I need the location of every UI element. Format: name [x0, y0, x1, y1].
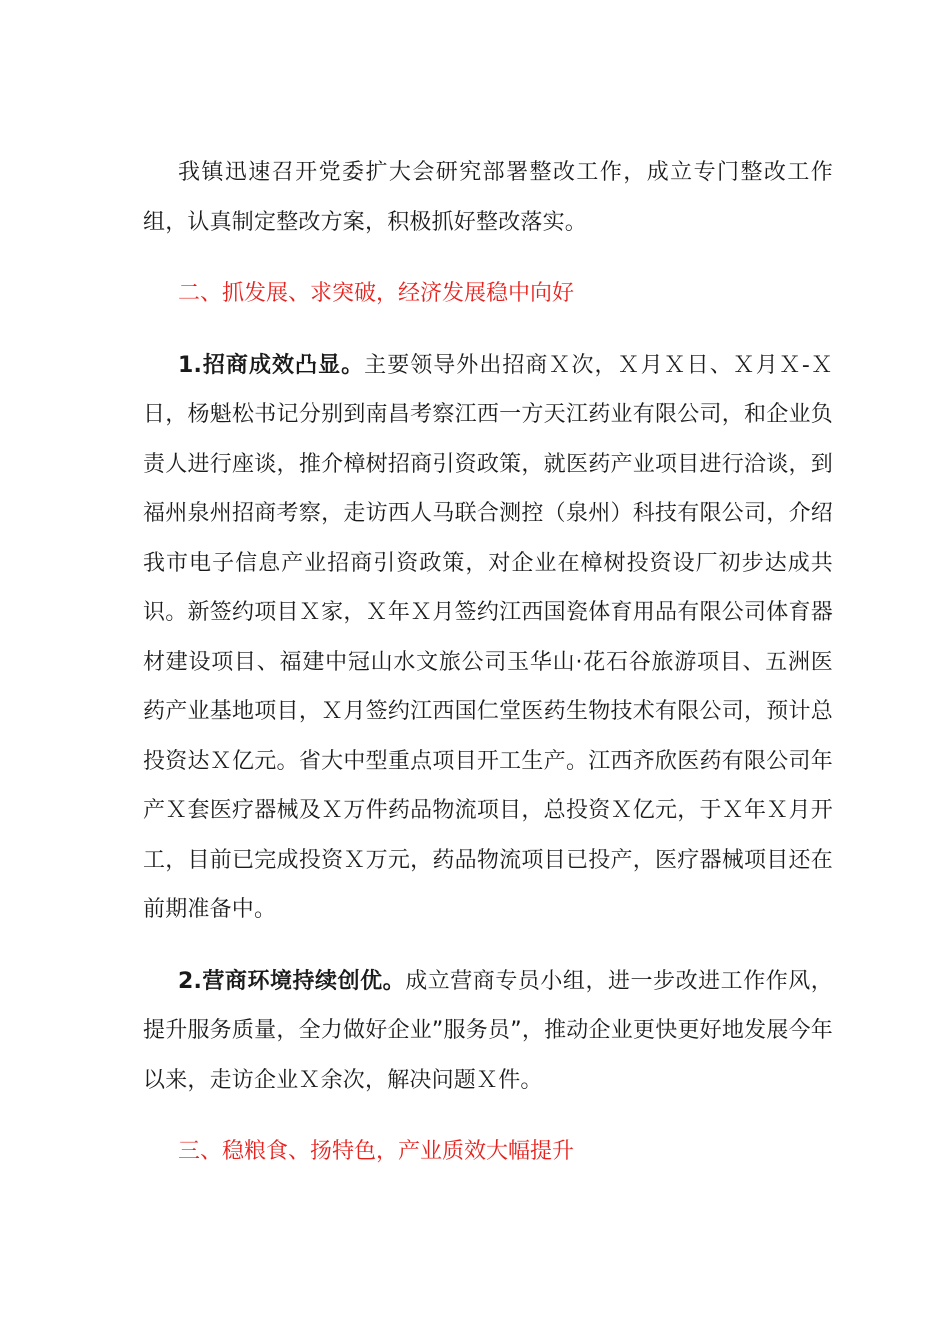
paragraph-item-2 [143, 957, 833, 1106]
item-1-lead: 1.招商成效凸显。 [178, 352, 365, 378]
item-2-body: 成立营商专员小组，进一步改进工作作风，提升服务质量，全力做好企业”服务员”，推动企业更快更好地发展今年以来，走访企业Ｘ余次，解决问题Ｘ件。 [143, 968, 833, 1093]
item-2-lead: 2.营商环境持续创优。 [178, 968, 406, 994]
section-heading-2: 二、抓发展、求突破，经济发展稳中向好 [178, 281, 575, 306]
paragraph-item-1 [143, 341, 833, 935]
document-body [143, 148, 833, 1177]
paragraph-intro-text: 我镇迅速召开党委扩大会研究部署整改工作，成立专门整改工作组，认真制定整改方案，积极抓好整改落实。 [143, 160, 833, 235]
section-heading-3: 三、稳粮食、扬特色，产业质效大幅提升 [178, 1139, 575, 1164]
paragraph-intro [143, 148, 833, 247]
item-1-body: 主要领导外出招商Ｘ次，Ｘ月Ｘ日、Ｘ月Ｘ-Ｘ日，杨魁松书记分别到南昌考察江西一方天江药业有限公司，和企业负责人进行座谈，推介樟树招商引资政策，就医药产业项目进行洽谈，到福州泉州招商考察，走访西人马联合测控（泉州）科技有限公司，介绍我市电子信息产业招商引资政策，对企业在樟树投资设厂初步达成共识。新签约项目Ｘ家，Ｘ年Ｘ月签约江西国瓷体育用品有限公司体育器材建设项目、福建中冠山水文旅公司玉华山·花石谷旅游项目、五洲医药产业基地项目，Ｘ月签约江西国仁堂医药生物技术有限公司，预计总投资达Ｘ亿元。省大中型重点项目开工生产。江西齐欣医药有限公司年产Ｘ套医疗器械及Ｘ万件药品物流项目，总投资Ｘ亿元，于Ｘ年Ｘ月开工，目前已完成投资Ｘ万元，药品物流项目已投产，医疗器械项目还在前期准备中。 [143, 352, 834, 922]
